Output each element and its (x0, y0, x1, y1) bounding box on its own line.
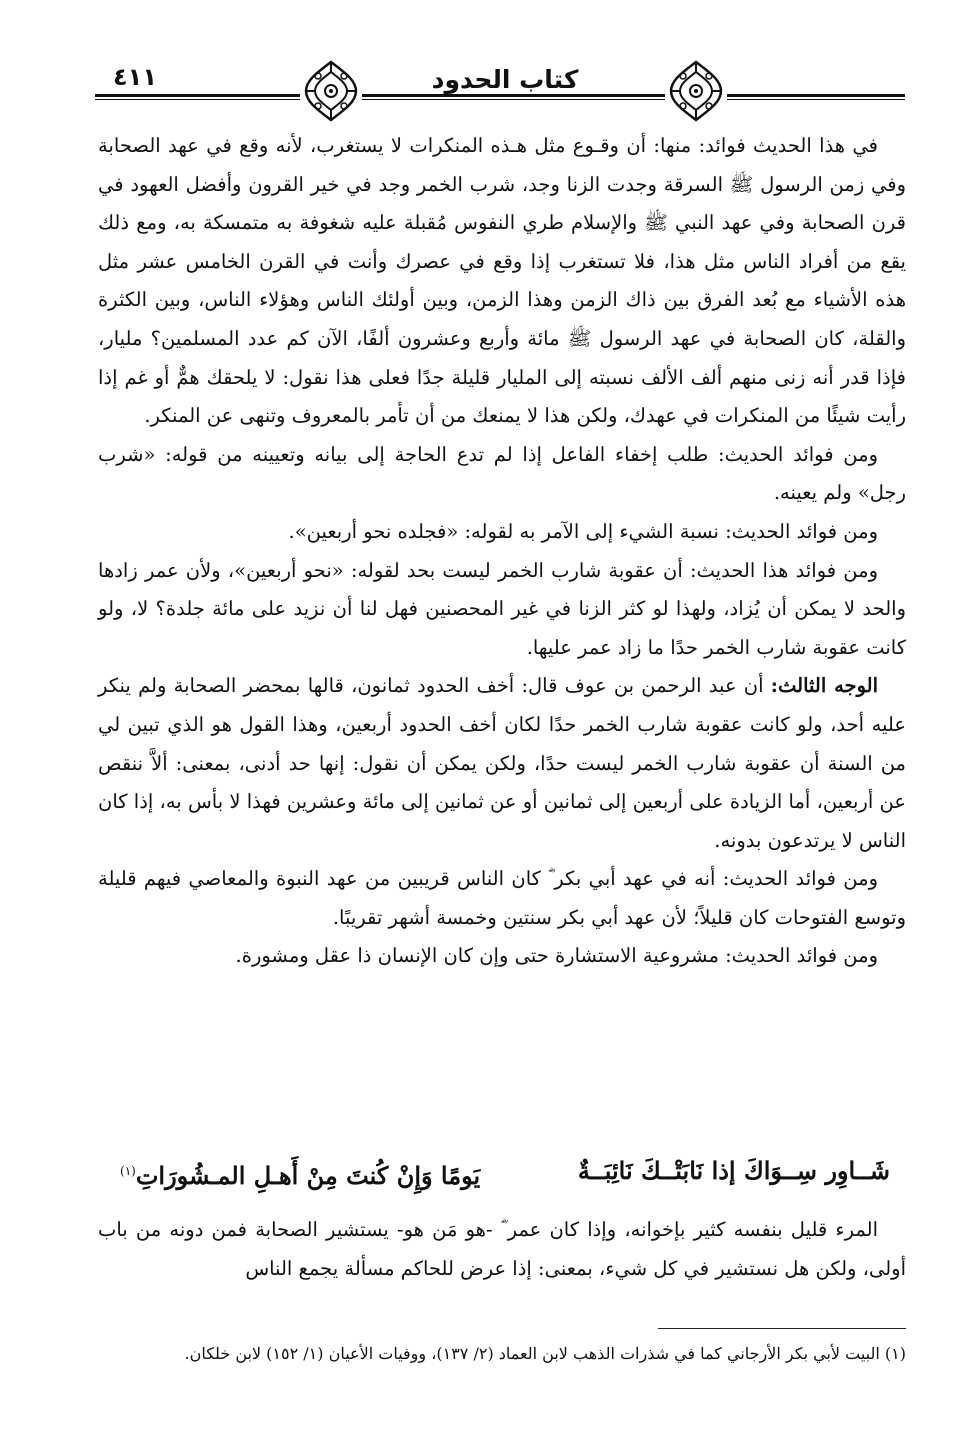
paragraph: ومن فوائد الحديث: طلب إخفاء الفاعل إذا لم تدع الحاجة إلى بيانه وتعيينه من قوله: «شرب رجل» ولم يعينه. (98, 442, 906, 505)
footnote-marker: (١) (120, 1164, 136, 1178)
ornament-right-icon (665, 58, 727, 124)
paragraph: ومن فوائد الحديث: مشروعية الاستشارة حتى وإن كان الإنسان ذا عقل ومشورة. (235, 944, 878, 968)
footnote: (١) البيت لأبي بكر الأرجاني كما في شذرات الذهب لابن العماد (٢/ ١٣٧)، ووفيات الأعيان (١/ ١٥٢) لابن خلكان. (184, 1344, 906, 1363)
page-header (95, 58, 905, 128)
main-text (98, 127, 906, 976)
section-lead: الوجه الثالث: (770, 674, 879, 698)
paragraph: ومن فوائد هذا الحديث: أن عقوبة شارب الخمر ليست بحد لقوله: «نحو أربعين»، ولأن عمر زادها والحد لا يمكن أن يُزاد، ولهذا لو كثر الزنا في غير المحصنين فهل لنا أن نزيد على مائة جلدة؟ لا، ولو كانت عقوبة شارب الخمر حدًا ما زاد عمر عليها. (98, 558, 906, 659)
paragraph: ومن فوائد الحديث: نسبة الشيء إلى الآمر به لقوله: «فجلده نحو أربعين». (288, 519, 878, 543)
header-title: كتاب الحدود (425, 66, 585, 94)
paragraph: في هذا الحديث فوائد: منها: أن وقـوع مثل هـذه المنكرات لا يستغرب، لأنه وقع في عهد الصحابة وفي زمن الرسول ﷺ السرقة وجدت الزنا وجد، شرب الخمر وجد في خير القرون وأفضل العهود في قرن الصحابة وفي عهد النبي ﷺ والإسلام طري النفوس مُقبلة عليه شغوفة به متمسكة به، ومع ذلك يقع من أفراد الناس مثل هذا، فلا تستغرب إذا وقع في عصرك وأنت في القرن الخامس عشر مثل هذه الأشياء مع بُعد الفرق بين ذاك الزمن وهذا الزمن، وبين أولئك الناس وهؤلاء الناس، وبين الكثرة والقلة، كان الصحابة في عهد الرسول ﷺ مائة وأربع وعشرون ألفًا، الآن كم عدد المسلمين؟ مليار، فإذا قدر أنه زنى منهم ألف الألف نسبته إلى المليار قليلة جدًا فعلى هذا نقول: لا يلحقك همٌّ أو غم إذا رأيت شيئًا من المنكرات في عهدك، ولكن هذا لا يمنعك من أن تأمر بالمعروف وتنهى عن المنكر. (98, 134, 906, 428)
paragraph-text: أن عبد الرحمن بن عوف قال: أخف الحدود ثمانون، قالها بمحضر الصحابة ولم ينكر عليه أحد، ولو كانت عقوبة شارب الخمر حدًا لكان أخف الحدود أربعين، وهذا القول هو الذي تبين لي من السنة أن عقوبة شارب الخمر ليست حدًا، ولكن يمكن أن نقول: إنها حد أدنى، بمعنى: ألاَّ ننقص عن أربعين، أما الزيادة على أربعين إلى ثمانين أو عن ثمانين إلى مائة وعشرين فهذا لا بأس به، إذا كان الناس لا يرتدعون بدونه. (98, 674, 906, 852)
paragraph: المرء قليل بنفسه كثير بإخوانه، وإذا كان عمر ؓ -هو مَن هو- يستشير الصحابة فمن دونه من باب أولى، ولكن هل نستشير في كل شيء، بمعنى: إذا عرض للحاكم مسألة يجمع الناس (98, 1218, 906, 1280)
poetry-verse (120, 1149, 890, 1193)
ornament-left-icon (300, 58, 362, 124)
footnote-divider (658, 1328, 906, 1329)
paragraph (98, 667, 906, 860)
verse-hemistich-first: شَــاوِر سِــوَاكَ إذا نَابَتْــكَ نَائِبَــةٌ (577, 1156, 890, 1185)
verse-hemistich-second (120, 1149, 480, 1198)
verse-hemistich-text: يَومًا وَإِنْ كُنتَ مِنْ أَهـلِ المـشُورَاتِ (135, 1161, 481, 1190)
paragraph: ومن فوائد الحديث: أنه في عهد أبي بكر ؓ كان الناس قريبين من عهد النبوة والمعاصي فيهم قليلة وتوسع الفتوحات كان قليلاً؛ لأن عهد أبي بكر سنتين وخمسة أشهر تقريبًا. (98, 867, 906, 929)
continuation-text (98, 1211, 906, 1288)
header-rule-thick (95, 94, 905, 97)
header-rule-thin (95, 99, 905, 100)
page-number: ٤١١ (95, 62, 175, 92)
